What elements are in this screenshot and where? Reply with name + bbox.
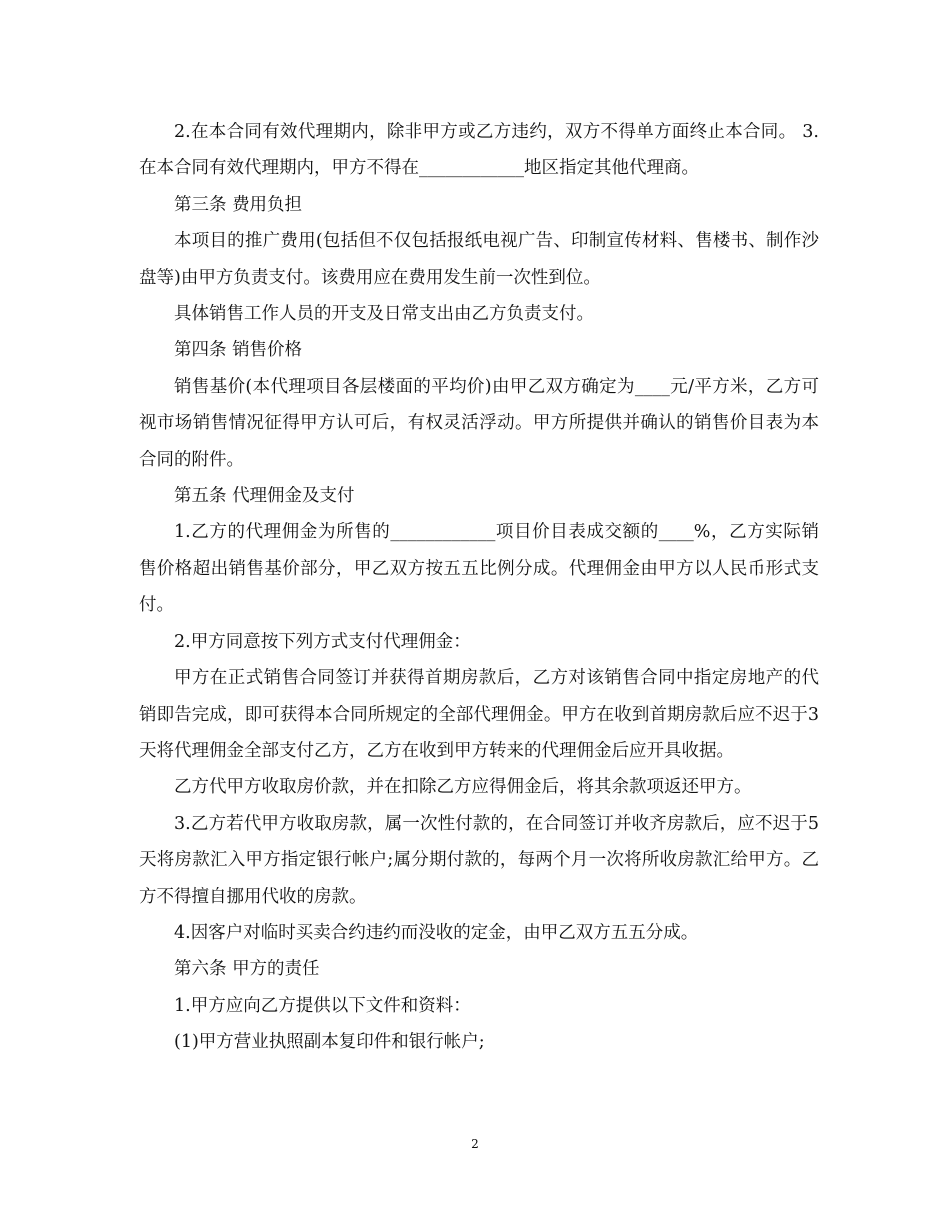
article-5-collection: 乙方代甲方收取房价款，并在扣除乙方应得佣金后，将其余款项返还甲方。 — [174, 777, 752, 798]
article-5-heading: 第五条 代理佣金及支付 — [174, 486, 355, 507]
article-5-clause-1: 1.乙方的代理佣金为所售的____________项目价目表成交额的____%，乙方实际销售价格超出销售基价部分，甲乙双方按五五比例分成。代理佣金由甲方以人民币形式支付。 — [139, 522, 819, 616]
article-6-heading: 第六条 甲方的责任 — [174, 959, 320, 980]
article-5-clause-4: 4.因客户对临时买卖合约违约而没收的定金，由甲乙双方五五分成。 — [174, 922, 699, 943]
clause-2-2-and-2-3: 2.在本合同有效代理期内，除非甲方或乙方违约，双方不得单方面终止本合同。 3.在本合同有效代理期内，甲方不得在____________地区指定其他代理商。 — [139, 122, 819, 179]
page-number: 2 — [471, 1137, 479, 1151]
article-3-staff-costs: 具体销售工作人员的开支及日常支出由乙方负责支付。 — [174, 304, 594, 325]
document-body — [139, 114, 819, 1061]
article-6-clause-1: 1.甲方应向乙方提供以下文件和资料： — [174, 995, 471, 1016]
article-4-base-price: 销售基价(本代理项目各层楼面的平均价)由甲乙双方确定为____元/平方米，乙方可视市场销售情况征得甲方认可后，有权灵活浮动。甲方所提供并确认的销售价目表为本合同的附件。 — [139, 376, 819, 470]
article-3-promotion-costs: 本项目的推广费用(包括但不仅包括报纸电视广告、印制宣传材料、售楼书、制作沙盘等)由甲方负责支付。该费用应在费用发生前一次性到位。 — [139, 231, 819, 288]
article-3-heading: 第三条 费用负担 — [174, 194, 303, 215]
article-5-clause-2-detail: 甲方在正式销售合同签订并获得首期房款后，乙方对该销售合同中指定房地产的代销即告完成，即可获得本合同所规定的全部代理佣金。甲方在收到首期房款后应不迟于3天将代理佣金全部支付乙方，乙方在收到甲方转来的代理佣金后应开具收据。 — [139, 668, 819, 761]
article-6-clause-1-item-1: (1)甲方营业执照副本复印件和银行帐户; — [174, 1032, 485, 1053]
article-4-heading: 第四条 销售价格 — [174, 340, 303, 361]
article-5-clause-2: 2.甲方同意按下列方式支付代理佣金： — [174, 631, 471, 652]
article-5-clause-3: 3.乙方若代甲方收取房款，属一次性付款的，在合同签订并收齐房款后，应不迟于5天将房款汇入甲方指定银行帐户;属分期付款的，每两个月一次将所收房款汇给甲方。乙方不得擅自挪用代收的房款。 — [139, 813, 819, 907]
